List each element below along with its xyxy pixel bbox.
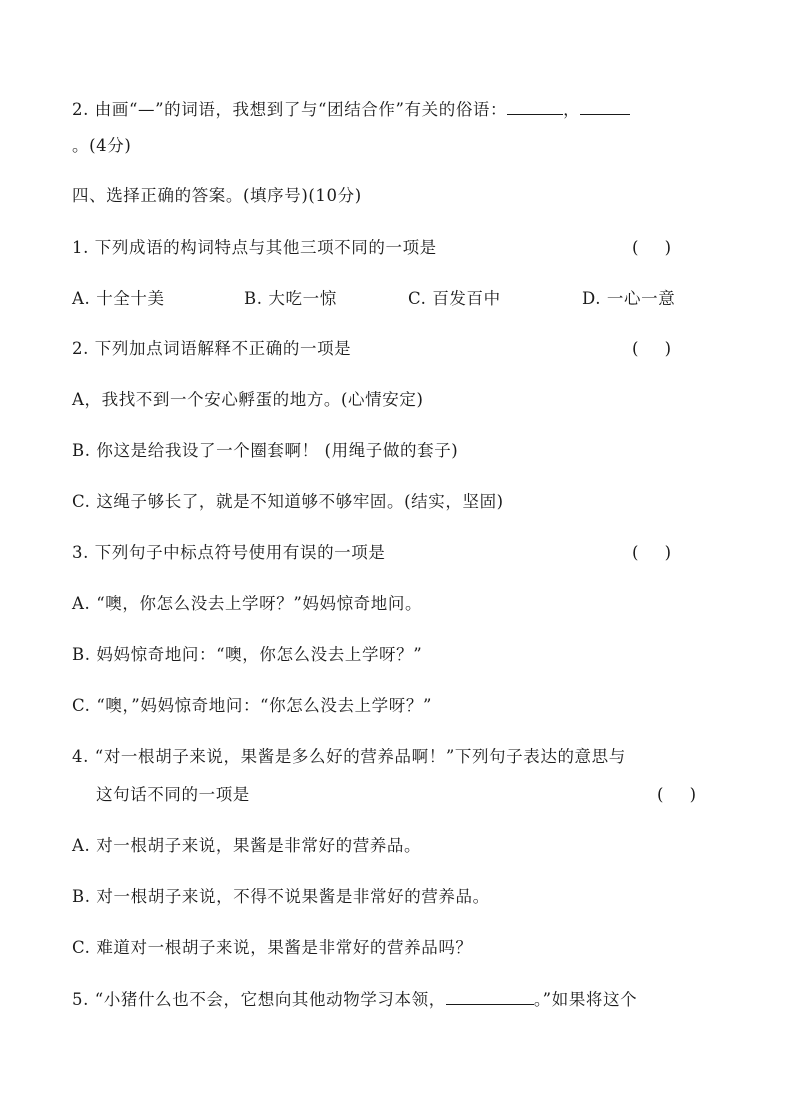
q2-fill-comma: ， xyxy=(563,100,581,119)
q4-option-a: A. 对一根胡子来说，果酱是非常好的营养品。 xyxy=(72,836,422,855)
q3-option-b: B. 妈妈惊奇地问：“噢，你怎么没去上学呀？” xyxy=(72,645,423,664)
q2-fill-line xyxy=(72,98,630,121)
answer-paren[interactable]: ( ) xyxy=(632,543,672,562)
answer-blank[interactable] xyxy=(507,98,563,115)
q2-option-c: C. 这绳子够长了，就是不知道够不够牢固。(结实，坚固) xyxy=(72,492,504,511)
q1-option-c: C. 百发百中 xyxy=(408,289,501,308)
q5-stem-prefix: 5. “小猪什么也不会，它想向其他动物学习本领， xyxy=(72,990,446,1009)
question-4-stem-line1: 4. “对一根胡子来说，果酱是多么好的营养品啊！”下列句子表达的意思与 xyxy=(72,747,626,766)
answer-blank[interactable] xyxy=(446,988,534,1005)
q3-option-a: A. “噢，你怎么没去上学呀？”妈妈惊奇地问。 xyxy=(72,594,423,613)
answer-paren[interactable]: ( ) xyxy=(632,238,672,257)
answer-paren[interactable]: ( ) xyxy=(657,785,697,804)
question-3-stem: 3. 下列句子中标点符号使用有误的一项是 xyxy=(72,543,386,562)
q1-option-b: B. 大吃一惊 xyxy=(244,289,337,308)
q2-option-a: A，我找不到一个安心孵蛋的地方。(心情安定) xyxy=(72,390,424,409)
q2-option-b: B. 你这是给我设了一个圈套啊！ (用绳子做的套子) xyxy=(72,441,459,460)
section-title: 四、选择正确的答案。(填序号)(10分) xyxy=(72,186,362,205)
question-4-stem-line2: 这句话不同的一项是 xyxy=(96,785,250,804)
q4-option-b: B. 对一根胡子来说，不得不说果酱是非常好的营养品。 xyxy=(72,887,490,906)
q1-option-a: A. 十全十美 xyxy=(72,289,165,308)
q5-stem-suffix: 。”如果将这个 xyxy=(533,990,638,1009)
q1-option-d: D. 一心一意 xyxy=(582,289,676,308)
question-2-stem: 2. 下列加点词语解释不正确的一项是 xyxy=(72,339,352,358)
answer-blank[interactable] xyxy=(580,98,630,115)
question-5-stem xyxy=(72,988,637,1011)
q2-fill-suffix: 。(4分) xyxy=(72,136,132,155)
answer-paren[interactable]: ( ) xyxy=(632,339,672,358)
q2-fill-prefix: 2. 由画“—”的词语，我想到了与“团结合作”有关的俗语： xyxy=(72,100,508,119)
q3-option-c: C. “噢，”妈妈惊奇地问：“你怎么没去上学呀？” xyxy=(72,696,433,715)
q4-option-c: C. 难道对一根胡子来说，果酱是非常好的营养品吗？ xyxy=(72,938,473,957)
question-1-stem: 1. 下列成语的构词特点与其他三项不同的一项是 xyxy=(72,238,437,257)
